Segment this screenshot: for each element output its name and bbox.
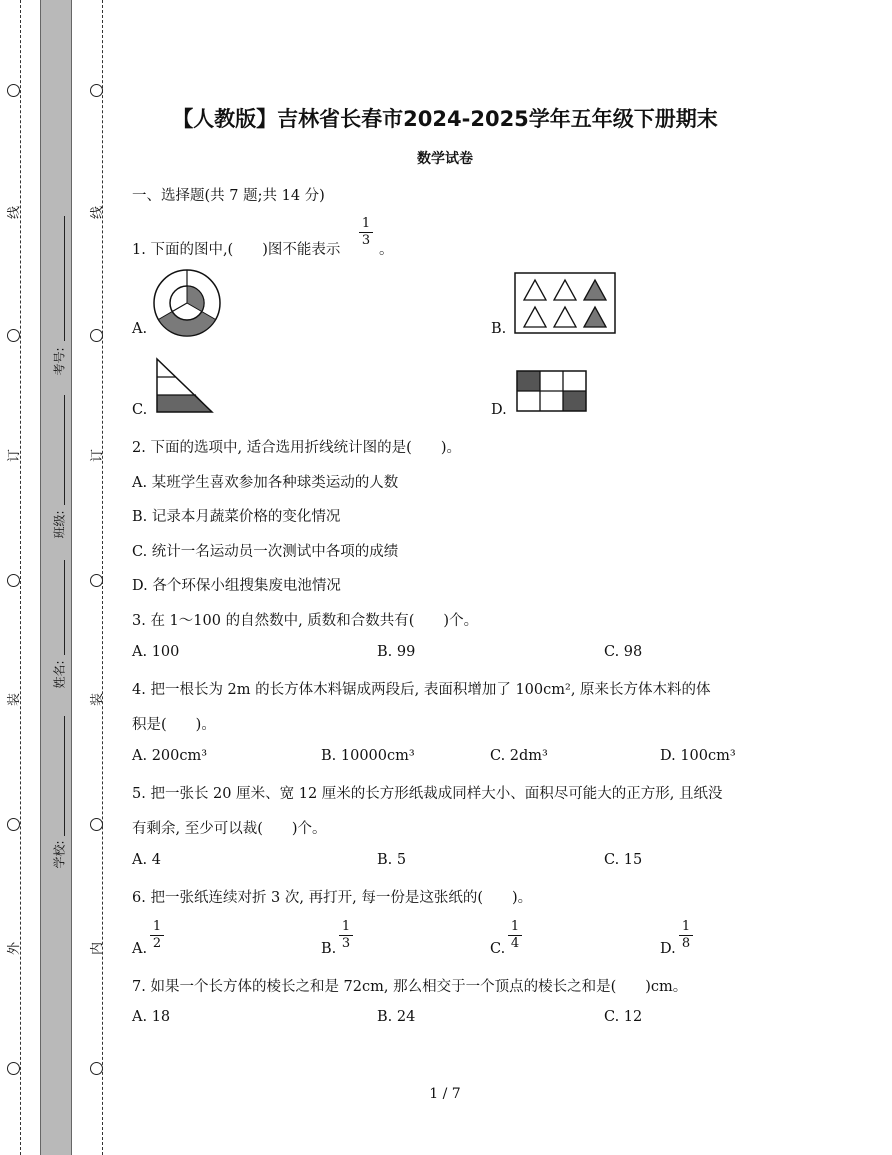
class-blank[interactable]: [64, 395, 65, 505]
question-6-option-d-fraction: [679, 920, 693, 951]
question-6-option-d-label: D.: [660, 941, 676, 957]
question-3-stem: 3. 在 1～100 的自然数中, 质数和合数共有( )个。: [132, 613, 479, 629]
frac-den: 3: [341, 936, 351, 951]
question-6-option-b-fraction: [339, 920, 353, 951]
question-5-stem-line2: 有剩余, 至少可以裁( )个。: [132, 821, 327, 837]
question-1-tail: 。: [379, 242, 394, 258]
question-3-option-c: C. 98: [604, 644, 643, 660]
grid-figure-d: [516, 370, 587, 413]
question-5-option-c: C. 15: [604, 852, 643, 868]
binding-hole: [90, 84, 103, 97]
margin-char-xian: 线: [90, 205, 106, 220]
question-2-option-c: C. 统计一名运动员一次测试中各项的成绩: [132, 544, 399, 560]
school-blank[interactable]: [64, 716, 65, 836]
margin-char-zhuang: 装: [90, 692, 106, 707]
question-4-option-b: B. 10000cm³: [321, 748, 415, 764]
field-label-school: 学校:: [52, 840, 67, 869]
question-2-option-d: D. 各个环保小组搜集废电池情况: [132, 578, 341, 594]
question-2-option-b: B. 记录本月蔬菜价格的变化情况: [132, 509, 341, 525]
frac-num: 1: [510, 919, 520, 934]
field-label-name: 姓名:: [52, 660, 67, 689]
question-2-stem: 2. 下面的选项中, 适合选用折线统计图的是( )。: [132, 440, 461, 456]
question-6-option-c-label: C.: [490, 941, 506, 957]
question-7-option-c: C. 12: [604, 1009, 643, 1025]
frac-den: 3: [361, 233, 371, 248]
question-6-option-a-fraction: [150, 920, 164, 951]
question-7-option-b: B. 24: [377, 1009, 416, 1025]
frac-den: 4: [510, 936, 520, 951]
binding-gray-band: [40, 0, 72, 1155]
name-blank[interactable]: [64, 560, 65, 655]
margin-char-xian: 线: [7, 205, 23, 220]
binding-hole: [90, 574, 103, 587]
margin-char-wai: 外: [7, 941, 23, 956]
question-5-option-a: A. 4: [132, 852, 161, 868]
page-number: 1 / 7: [429, 1086, 461, 1102]
option-c-label: C.: [132, 402, 148, 418]
question-4-stem-line2: 积是( )。: [132, 717, 216, 733]
option-a-label: A.: [132, 321, 148, 337]
binding-hole: [90, 818, 103, 831]
binding-hole: [7, 329, 20, 342]
field-label-exam-number: 考号:: [52, 347, 67, 376]
frac-den: 2: [152, 936, 162, 951]
triangles-figure-b: [514, 272, 616, 334]
question-4-option-d: D. 100cm³: [660, 748, 736, 764]
binding-hole: [7, 818, 20, 831]
margin-char-ding: 订: [90, 448, 106, 463]
section-heading: 一、选择题(共 7 题;共 14 分): [132, 188, 325, 204]
binding-hole: [7, 574, 20, 587]
frac-num: 1: [681, 919, 691, 934]
outer-dashed-line: [20, 0, 21, 1155]
field-label-class: 班级:: [52, 510, 67, 539]
binding-hole: [90, 329, 103, 342]
question-5-option-b: B. 5: [377, 852, 407, 868]
margin-char-ding: 订: [7, 448, 23, 463]
fraction-one-third: [359, 217, 373, 248]
question-6-option-b-label: B.: [321, 941, 337, 957]
question-1-stem: 1. 下面的图中,( )图不能表示: [132, 242, 341, 258]
question-3-option-a: A. 100: [132, 644, 180, 660]
frac-num: 1: [341, 919, 351, 934]
frac-num: 1: [361, 216, 371, 231]
binding-hole: [7, 1062, 20, 1075]
question-6-option-c-fraction: [508, 920, 522, 951]
question-2-option-a: A. 某班学生喜欢参加各种球类运动的人数: [132, 475, 399, 491]
option-b-label: B.: [491, 321, 507, 337]
question-7-option-a: A. 18: [132, 1009, 171, 1025]
question-6-stem: 6. 把一张纸连续对折 3 次, 再打开, 每一份是这张纸的( )。: [132, 890, 533, 906]
exam-title: 【人教版】吉林省长春市2024-2025学年五年级下册期末: [172, 107, 718, 131]
frac-num: 1: [152, 919, 162, 934]
exam-number-blank[interactable]: [64, 216, 65, 341]
question-6-option-a-label: A.: [132, 941, 148, 957]
frac-den: 8: [681, 936, 691, 951]
triangle-figure-c: [155, 357, 215, 414]
question-5-stem-line1: 5. 把一张长 20 厘米、宽 12 厘米的长方形纸裁成同样大小、面积尽可能大的正方形, 且纸没: [132, 786, 723, 802]
binding-hole: [7, 84, 20, 97]
question-4-stem-line1: 4. 把一根长为 2m 的长方体木料锯成两段后, 表面积增加了 100cm², 原来长方体木料的体: [132, 682, 711, 698]
ring-figure-a: [152, 268, 222, 338]
margin-char-nei: 内: [90, 941, 106, 956]
exam-subtitle: 数学试卷: [417, 151, 473, 167]
binding-hole: [90, 1062, 103, 1075]
question-4-option-c: C. 2dm³: [490, 748, 548, 764]
margin-char-zhuang: 装: [7, 692, 23, 707]
question-7-stem: 7. 如果一个长方体的棱长之和是 72cm, 那么相交于一个顶点的棱长之和是( )cm。: [132, 979, 688, 995]
option-d-label: D.: [491, 402, 507, 418]
question-3-option-b: B. 99: [377, 644, 416, 660]
question-4-option-a: A. 200cm³: [132, 748, 208, 764]
